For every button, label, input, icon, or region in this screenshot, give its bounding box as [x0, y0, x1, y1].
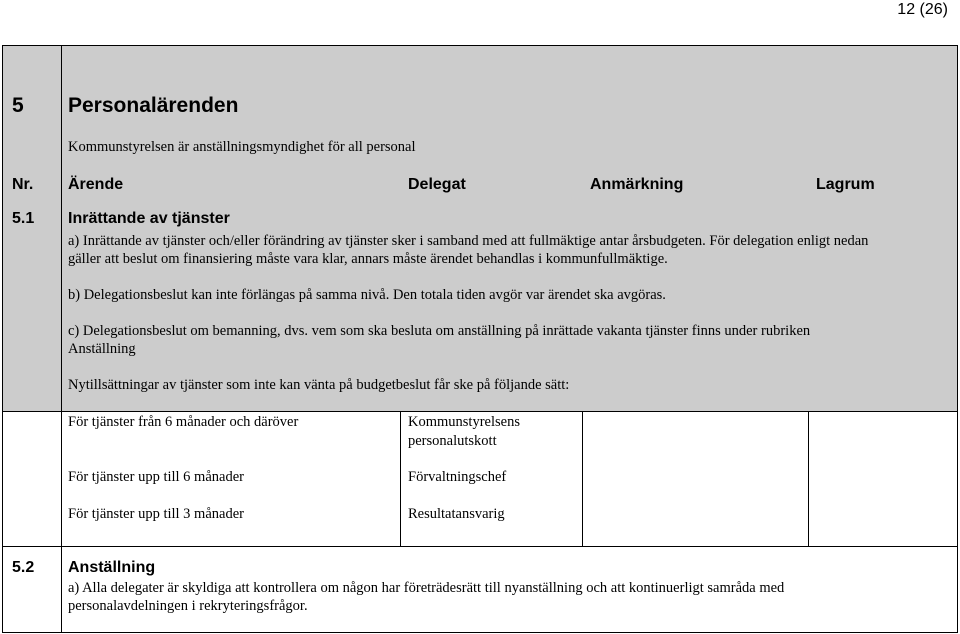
section-divider: [2, 546, 958, 547]
section-subtitle: Kommunstyrelsen är anställningsmyndighet för all personal: [68, 139, 416, 155]
nested-col-divider-3: [808, 411, 809, 546]
section-number: 5: [12, 94, 24, 117]
nested-table-top-border: [2, 411, 958, 412]
row-2-arende: För tjänster upp till 6 månader: [68, 469, 244, 485]
paragraph-c-line1: c) Delegationsbeslut om bemanning, dvs. vem som ska besluta om anställning på inrättade vakanta tjänster finns under rubriken: [68, 323, 811, 339]
subsection-2-paragraph-line2: personalavdelningen i rekryteringsfrågor.: [68, 598, 308, 614]
row-3-delegat: Resultatansvarig: [408, 506, 505, 522]
row-1-arende: För tjänster från 6 månader och däröver: [68, 414, 299, 430]
table-right-border: [957, 45, 958, 633]
subsection-2-number: 5.2: [12, 559, 35, 576]
page-number: 12 (26): [897, 1, 948, 18]
row-1-delegat-line1: Kommunstyrelsens: [408, 414, 520, 430]
row-3-arende: För tjänster upp till 3 månader: [68, 506, 244, 522]
table-top-border: [2, 45, 958, 46]
row-2-delegat: Förvaltningschef: [408, 469, 507, 485]
column-header-arende: Ärende: [68, 176, 124, 193]
nested-col-divider-2: [582, 411, 583, 546]
paragraph-b: b) Delegationsbeslut kan inte förlängas på samma nivå. Den totala tiden avgör var ärendet ska avgöras.: [68, 287, 666, 303]
subsection-number: 5.1: [12, 210, 35, 227]
column-header-anmarkning: Anmärkning: [590, 176, 684, 193]
column-header-nr: Nr.: [12, 176, 34, 193]
paragraph-d: Nytillsättningar av tjänster som inte kan vänta på budgetbeslut får ske på följande sätt:: [68, 377, 570, 393]
paragraph-a-line2: gäller att beslut om finansiering måste vara klar, annars måste ärendet behandlas i kommunfullmäktige.: [68, 251, 668, 267]
subsection-title: Inrättande av tjänster: [68, 210, 230, 227]
table-left-border: [2, 45, 3, 633]
column-header-delegat: Delegat: [408, 176, 466, 193]
column-header-lagrum: Lagrum: [816, 176, 875, 193]
paragraph-a-line1: a) Inrättande av tjänster och/eller förändring av tjänster sker i samband med att fullmäktige antar årsbudgeten. För delegation enligt nedan: [68, 233, 869, 249]
subsection-2-title: Anställning: [68, 559, 156, 576]
table-bottom-border: [2, 632, 958, 633]
section-title: Personalärenden: [68, 94, 239, 117]
paragraph-c-line2: Anställning: [68, 341, 136, 357]
row-1-delegat-line2: personalutskott: [408, 433, 497, 449]
subsection-2-paragraph-line1: a) Alla delegater är skyldiga att kontrollera om någon har företrädesrätt till nyanställning och att kontinuerligt samråda med: [68, 580, 785, 596]
nr-column-divider: [61, 45, 62, 633]
nested-col-divider-1: [400, 411, 401, 546]
